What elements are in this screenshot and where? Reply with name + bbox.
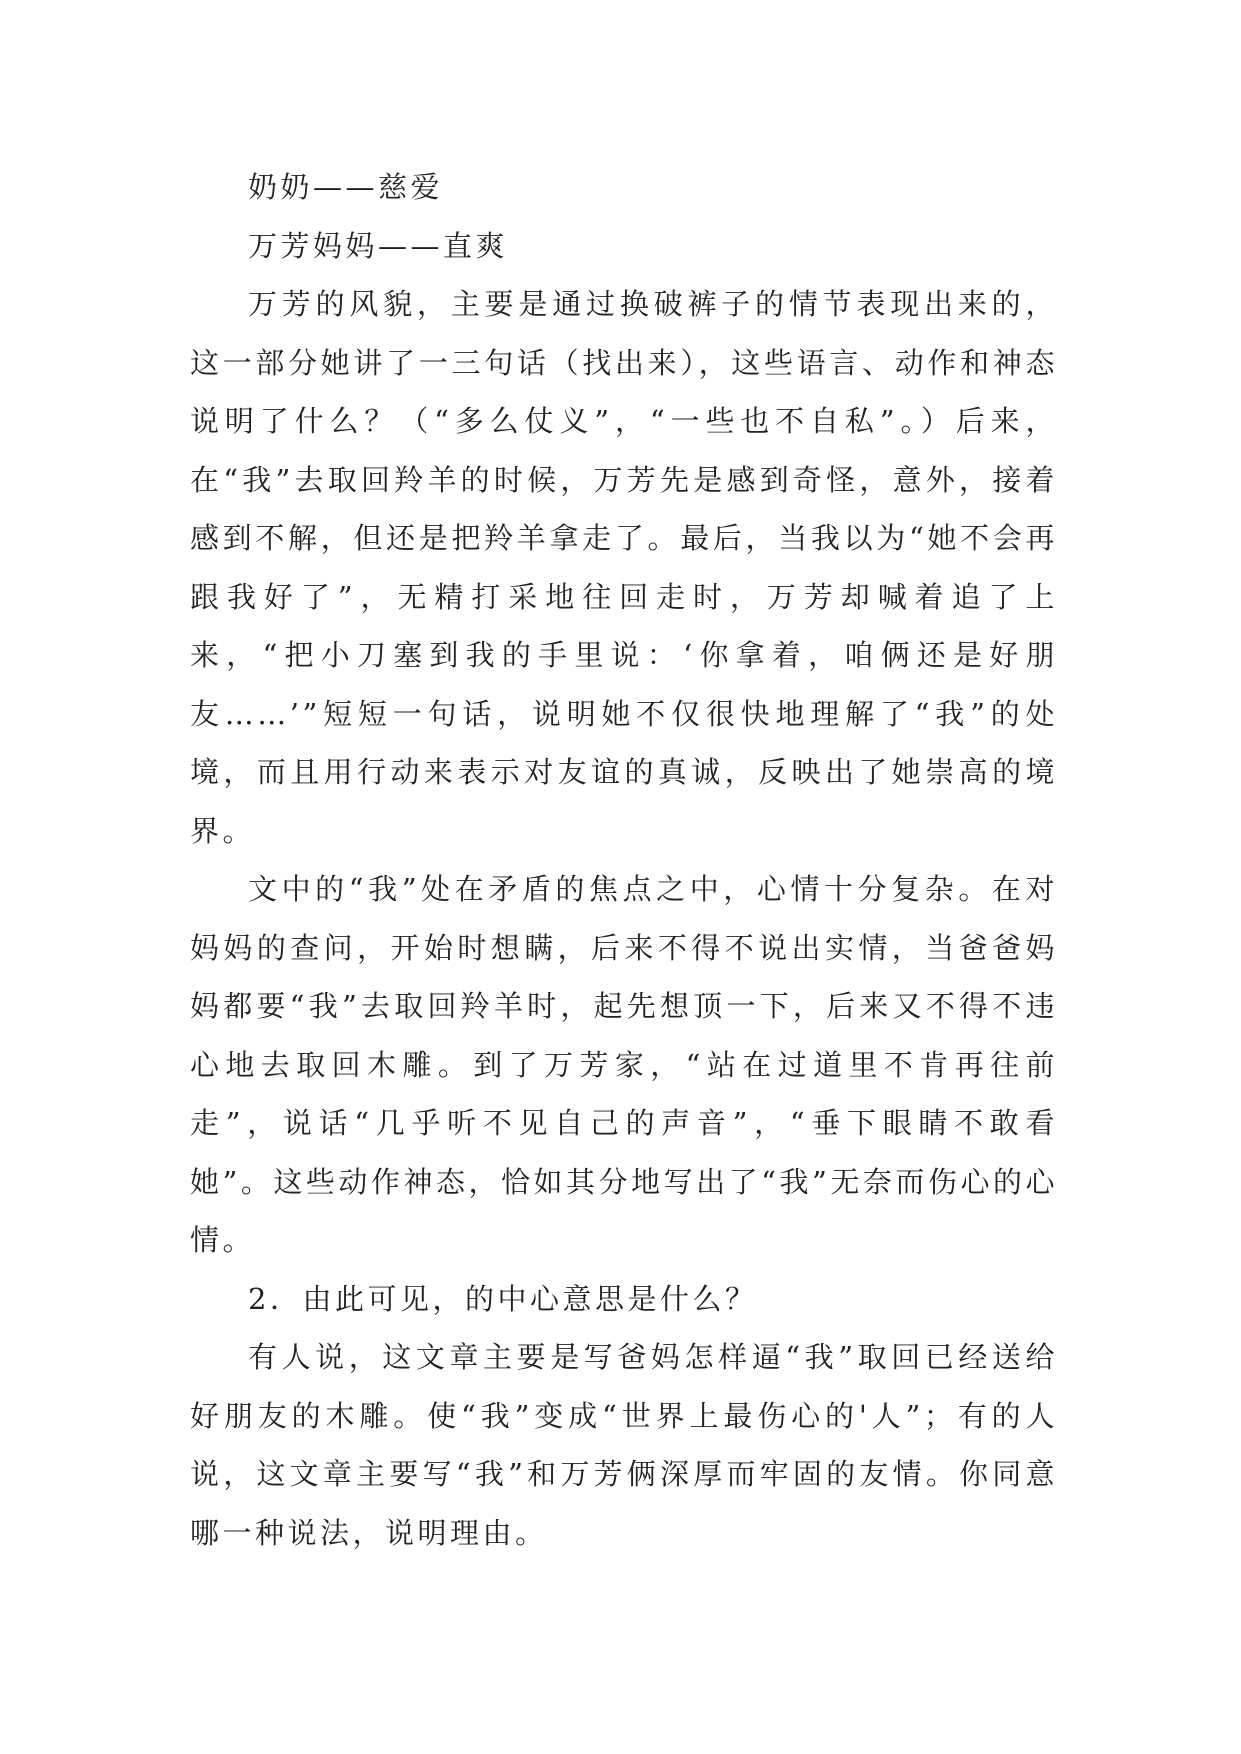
paragraph-wanfang-mother: 万芳妈妈——直爽 [248, 228, 509, 263]
paragraph-wanfang-character: 万芳的风貌，主要是通过换破裤子的情节表现出来的，这一部分她讲了一三句话（找出来），这些语言、动作和神态说明了什么？（“多么仗义”，“一些也不自私”。）后来，在“我”去取回羚羊的时候，万芳先是感到奇怪，意外，接着感到不解，但还是把羚羊拿走了。最后，当我以为“她不会再跟我好了”，无精打采地往回走时，万芳却喊着追了上来，“把小刀塞到我的手里说：‘你拿着，咱俩还是好朋友……’”短短一句话，说明她不仅很快地理解了“我”的处境，而且用行动来表示对友谊的真诚，反映出了她崇高的境界。 [190, 287, 1058, 848]
paragraph-narrator-feelings: 文中的“我”处在矛盾的焦点之中，心情十分复杂。在对妈妈的查问，开始时想瞒，后来不得不说出实情，当爸爸妈妈都要“我”去取回羚羊时，起先想顶一下，后来又不得不违心地去取回木雕。到了万芳家，“站在过道里不肯再往前走”，说话“几乎听不见自己的声音”，“垂下眼睛不敢看她”。这些动作神态，恰如其分地写出了“我”无奈而伤心的心情。 [190, 872, 1058, 1257]
paragraph-question-2: 2．由此可见，的中心意思是什么？ [248, 1281, 758, 1316]
paragraph-opinions: 有人说，这文章主要是写爸妈怎样逼“我”取回已经送给好朋友的木雕。使“我”变成“世界上最伤心的'人”；有的人说，这文章主要写“我”和万芳俩深厚而牢固的友情。你同意哪一种说法，说明理由。 [190, 1340, 1058, 1550]
document-page [190, 158, 1058, 1562]
paragraph-grandma: 奶奶——慈爱 [248, 170, 444, 204]
